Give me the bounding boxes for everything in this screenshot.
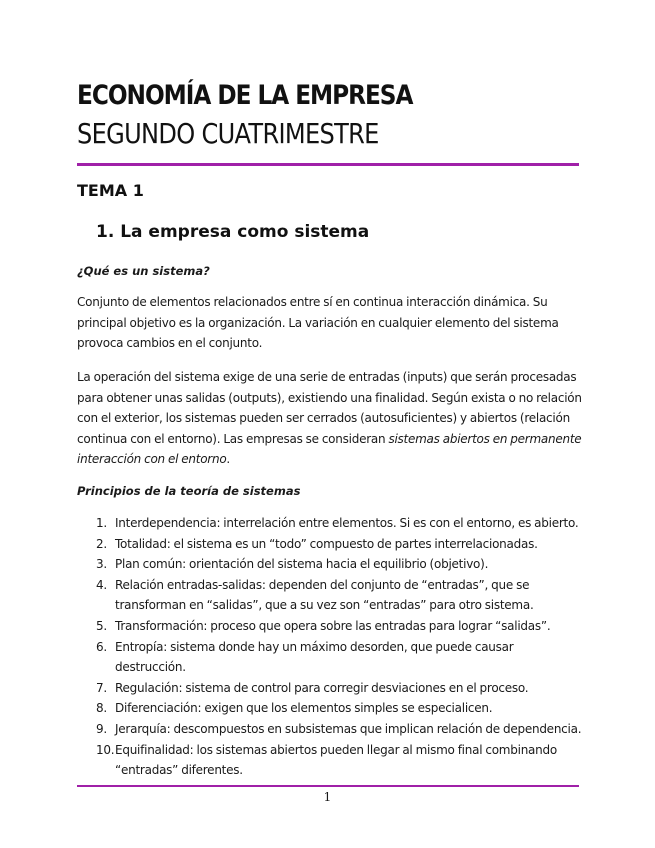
list-item: [77, 616, 587, 637]
paragraph-definition: Conjunto de elementos relacionados entre sí en continua interacción dinámica. Su principal objetivo es la organización. La variación en cualquier elemento del sistema provoca cambios en el conjunto.: [77, 295, 559, 351]
paragraph-operation: [77, 367, 587, 470]
list-item-number: 5.: [96, 618, 107, 633]
principles-list: [77, 513, 587, 781]
list-item: [77, 575, 587, 616]
header-divider: [77, 163, 579, 166]
paragraph-operation-italic: sistemas abiertos en permanente interacción con el entorno: [77, 431, 582, 467]
list-item-text: Entropía: sistema donde hay un máximo desorden, que puede causar destrucción.: [115, 639, 514, 675]
page-number: 1: [323, 790, 332, 804]
list-item-number: 6.: [96, 639, 107, 654]
list-item: [77, 513, 587, 534]
list-item-number: 10.: [96, 742, 115, 757]
list-item: [77, 719, 587, 740]
list-item-text: Regulación: sistema de control para corregir desviaciones en el proceso.: [115, 680, 529, 695]
list-item: [77, 637, 587, 678]
paragraph-operation-text: La operación del sistema exige de una serie de entradas (inputs) que serán procesadas para obtener unas salidas (outputs), existiendo una finalidad. Según exista o no relación con el exterior, los sistemas pueden ser cerrados (autosuficientes) y abiertos (relación continua con el entorno). Las empresas se consideran: [77, 370, 582, 446]
list-item-text: Jerarquía: descompuestos en subsistemas que implican relación de dependencia.: [115, 721, 582, 736]
list-item-number: 7.: [96, 680, 107, 695]
list-item-number: 8.: [96, 701, 107, 716]
list-item: [77, 678, 587, 699]
list-item-text: Plan común: orientación del sistema hacia el equilibrio (objetivo).: [115, 557, 489, 572]
footer-divider: [77, 785, 579, 787]
list-item: [77, 698, 587, 719]
list-item-number: 2.: [96, 536, 107, 551]
tema-heading: TEMA 1: [77, 181, 144, 200]
list-item-text: Relación entradas-salidas: dependen del conjunto de “entradas”, que se transforman en “salidas”, que a su vez son “entradas” para otro sistema.: [115, 577, 534, 613]
list-item-text: Diferenciación: exigen que los elementos simples se especialicen.: [115, 701, 493, 716]
document-subtitle: SEGUNDO CUATRIMESTRE: [77, 117, 379, 150]
principles-heading: Principios de la teoría de sistemas: [77, 484, 301, 498]
list-item-text: Totalidad: el sistema es un “todo” compuesto de partes interrelacionadas.: [115, 536, 538, 551]
list-item: [77, 534, 587, 555]
question-heading: ¿Qué es un sistema?: [77, 264, 210, 278]
list-item-number: 4.: [96, 577, 107, 592]
list-item-text: Interdependencia: interrelación entre elementos. Si es con el entorno, es abierto.: [115, 516, 579, 530]
list-item-text: Equifinalidad: los sistemas abiertos pueden llegar al mismo final combinando “entradas” diferentes.: [115, 742, 557, 778]
document-title: ECONOMÍA DE LA EMPRESA: [77, 80, 413, 111]
section-title: 1. La empresa como sistema: [96, 222, 370, 242]
list-item-number: 1.: [96, 516, 107, 530]
list-item-number: 9.: [96, 721, 107, 736]
list-item-number: 3.: [96, 557, 107, 572]
list-item: [77, 740, 587, 781]
list-item: [77, 554, 587, 575]
list-item-text: Transformación: proceso que opera sobre las entradas para lograr “salidas”.: [115, 618, 551, 633]
paragraph-operation-end: .: [226, 452, 230, 467]
